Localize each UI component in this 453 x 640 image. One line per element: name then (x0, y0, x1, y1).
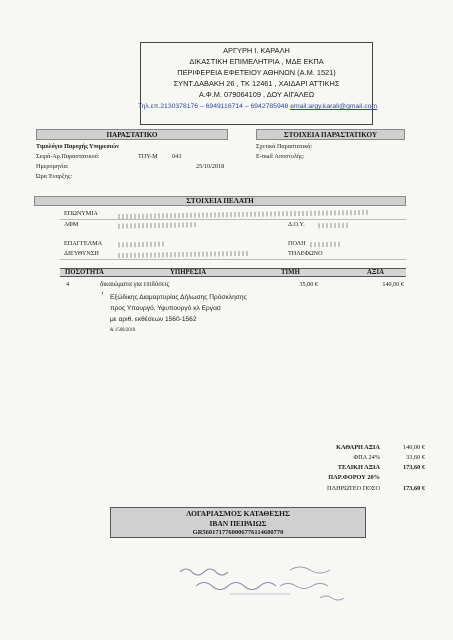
issuer-tax: Α.Φ.Μ. 079064109 , ΔΟΥ ΑΙΓΑΛΕΩ (198, 90, 315, 99)
number-value: 043 (172, 153, 182, 160)
bank-account-box (110, 507, 366, 538)
vat-value: 33,60 € (406, 454, 425, 461)
divider (60, 259, 406, 260)
date-label: Ημερομηνία: (36, 163, 69, 170)
row-amount: 140,00 € (382, 281, 404, 288)
issuer-name: ΑΡΓΥΡΗ Ι. ΚΑΡΑΛΗ (223, 46, 290, 55)
client-profession-label: ΕΠΑΓΓΕΛΜΑ (64, 240, 103, 247)
email-send-label: E-mail Αποστολής: (256, 153, 305, 160)
issuer-header (137, 42, 378, 125)
net-value: 140,00 € (402, 444, 425, 451)
issuer-address: ΣΥΝΤ.ΔΑΒΑΚΗ 26 , ΤΚ 12461 , ΧΑΙΔΑΡΙ ΑΤΤΙΚΗΣ (173, 79, 340, 88)
col-price: ΤΙΜΗ (281, 269, 300, 276)
handwritten-mark: ʻ (101, 290, 104, 300)
handwritten-signature (170, 558, 360, 606)
client-phone-label: ΤΗΛΕΦΩΝΟ (288, 250, 323, 257)
client-city-label: ΠΟΛΗ (288, 240, 306, 247)
client-section-label: ΣΤΟΙΧΕΙΑ ΠΕΛΑΤΗ (186, 197, 254, 205)
issuer-title: ΔΙΚΑΣΤΙΚΗ ΕΠΙΜΕΛΗΤΡΙΑ , ΜΔΕ ΕΚΠΑ (189, 57, 324, 66)
payable-value: 173,60 € (402, 485, 425, 492)
issuer-phones: Τηλ.επ.2130378176 – 6949116714 – 6942785948 (137, 103, 291, 110)
note-line-2: προς Υπουργό, Υφυπουργό κλ Εργασ (110, 305, 221, 312)
note-line-3: με αριθ. εκθέσεων 1560-1562 (110, 316, 197, 323)
payable-label: ΠΛΗΡΩΤΕΟ ΠΟΣΟ (327, 485, 380, 492)
vat-label: ΦΠΑ 24% (353, 454, 380, 461)
col-quantity: ΠΟΣΟΤΗΤΑ (65, 269, 104, 276)
row-qty: 4 (66, 281, 70, 288)
document-section-bar (36, 129, 228, 140)
document-section-label: ΠΑΡΑΣΤΑΤΙΚΟ (106, 131, 158, 139)
issuer-email[interactable]: email:argy.karali@gmail.com (290, 103, 378, 110)
bank-title: ΛΟΓΑΡΙΑΣΜΟΣ ΚΑΤΑΘΕΣΗΣ (186, 509, 290, 518)
note-small: & 1568/2018 (110, 328, 136, 333)
note-line-1: Εξώδικης Διαμαρτυρίας Δήλωσης Πρόσκλησης (110, 294, 247, 301)
items-table-header (60, 268, 406, 277)
document-type: Τιμολόγιο Παροχής Υπηρεσιών (36, 143, 119, 150)
issuer-contact (129, 103, 386, 110)
row-service: δικαιώματα για επιδόσεις (100, 281, 170, 288)
issuer-region: ΠΕΡΙΦΕΡΕΙΑ ΕΦΕΤΕΙΟΥ ΑΘΗΝΩΝ (Α.Μ. 1521) (177, 68, 336, 77)
final-value: 173,60 € (402, 464, 425, 471)
client-profession-redacted (118, 242, 166, 248)
series-label: Σειρά-Αρ.Παραστατικού: (36, 153, 100, 160)
bank-name: ΙΒΑΝ ΠΕΙΡΑΙΩΣ (209, 519, 267, 528)
client-afm-redacted (118, 222, 198, 228)
date-value: 25/10/2018 (196, 163, 225, 170)
row-price: 35,00 € (299, 281, 318, 288)
client-doy-label: Δ.Ο.Υ. (288, 221, 305, 228)
client-address-redacted (118, 251, 250, 258)
related-docs-label: Σχετικά Παραστατικά: (256, 143, 313, 150)
col-service: ΥΠΗΡΕΣΙΑ (170, 269, 207, 276)
client-name-label: ΕΠΩΝΥΜΙΑ (64, 210, 98, 217)
divider (60, 219, 406, 220)
document-details-bar (256, 129, 405, 140)
client-name-redacted (118, 210, 368, 219)
start-time-label: Ώρα Έναρξης: (36, 173, 73, 180)
document-details-label: ΣΤΟΙΧΕΙΑ ΠΑΡΑΣΤΑΤΙΚΟΥ (283, 131, 378, 139)
client-address-label: ΔΙΕΥΘΥΝΣΗ (64, 250, 99, 257)
net-label: ΚΑΘΑΡΗ ΑΞΙΑ (336, 444, 380, 451)
withholding-label: ΠΑΡ.ΦΟΡΟΥ 20% (328, 474, 380, 481)
bank-iban: GR5601717760006776114680770 (192, 529, 284, 536)
final-label: ΤΕΛΙΚΗ ΑΞΙΑ (337, 464, 380, 471)
series-value: ΤΠΥ-Μ (138, 153, 158, 160)
client-afm-label: ΑΦΜ (64, 221, 79, 228)
client-city-redacted (310, 242, 340, 248)
totals-block (250, 444, 430, 504)
client-doy-redacted (318, 223, 348, 229)
client-section-bar (34, 196, 406, 206)
col-amount: ΑΞΙΑ (367, 269, 385, 276)
